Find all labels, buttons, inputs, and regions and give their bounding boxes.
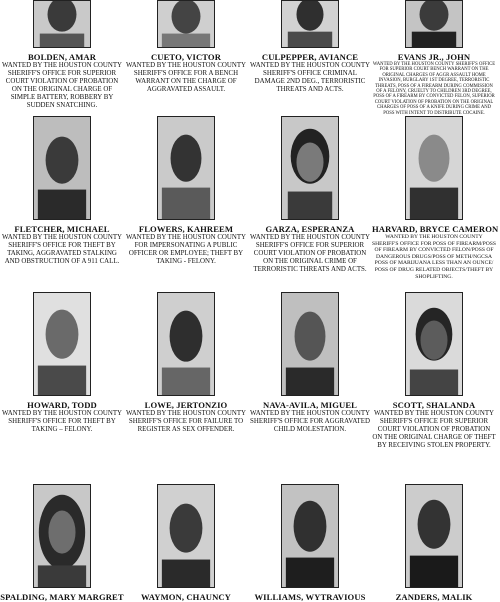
mugshot-photo [157, 116, 215, 220]
person-description: WANTED BY THE HOUSTON COUNTY SHERIFF'S OFFICE FOR FAILURE TO REGISTER AS SEX OFFENDER. [125, 410, 247, 434]
person-name: NAVA-AVILA, MIGUEL [263, 400, 357, 410]
person-description: WANTED BY THE HOUSTON COUNTY SHERIFF'S OFFICE FOR THEFT BY TAKING – FELONY. [1, 410, 123, 434]
mugshot-photo [405, 484, 463, 588]
person-name: HOWARD, TODD [27, 400, 97, 410]
mugshot-photo [281, 484, 339, 588]
person-description: WANTED BY THE HOUSTON COUNTY SHERIFF'S OFFICE FOR SUPERIOR COURT VIOLATION OF PROBATION ON THE ORIGINAL CHARGE OF THEFT BY RECEIVING STOLEN PROPERTY. [372, 410, 496, 450]
mugshot-photo [33, 0, 91, 48]
mugshot-photo [281, 292, 339, 396]
mugshot-photo [33, 292, 91, 396]
person-name: SPALDING, MARY MARGRET [0, 592, 124, 602]
person-name: FLOWERS, KAHREEM [138, 224, 234, 234]
mugshot-photo [33, 116, 91, 220]
person-description: WANTED BY THE HOUSTON COUNTY FOR IMPERSONATING A PUBLIC OFFICER OR EMPLOYEE; THEFT BY TAKING - FELONY. [125, 234, 247, 266]
person-name: LOWE, JERTONZIO [144, 400, 228, 410]
person-name: SCOTT, SHALANDA [392, 400, 476, 410]
person-name: WAYMON, CHAUNCY [141, 592, 231, 602]
person-description: WANTED BY THE HOUSTON COUNTY SHERIFF'S OFFICE CRIMINAL DAMAGE 2ND DEG., TERRORISTIC THREATS AND ACTS. [249, 62, 371, 94]
mugshot-photo [157, 484, 215, 588]
person-name: FLETCHER, MICHAEL [14, 224, 110, 234]
person-name: GARZA, ESPERANZA [265, 224, 355, 234]
person-description: WANTED BY THE HOUSTON COUNTY SHERIFF'S OFFICE FOR A BENCH WARRANT ON THE CHARGE OF AGGRAVATED ASSAULT. [125, 62, 247, 94]
person-name: HARVARD, BRYCE CAMERON [372, 224, 499, 234]
person-description: WANTED BY THE HOUSTON COUNTY SHERIFF'S OFFICE FOR AGGRAVATED CHILD MOLESTATION. [249, 410, 371, 434]
mugshot-photo [281, 116, 339, 220]
person-name: WILLIAMS, WYTRAVIOUS [254, 592, 366, 602]
person-name: ZANDERS, MALIK [395, 592, 473, 602]
person-name: EVANS JR., JOHN [397, 52, 471, 62]
person-description: WANTED BY THE HOUSTON COUNTY SHERIFF'S OFFICE FOR POSS OF FIREARM/POSS OF FIREARM BY CONVICTED FELON/POSS OF DANGEROUS DRUGS/POSS OF METH/NGCSA POSS OF MARIJUANA LESS THAN AN OUNCE/ POSS OF DRUG RELATED OBJECTS/THEFT BY SHOPLIFTING. [372, 234, 496, 280]
person-description: WANTED BY THE HOUSTON COUNTY SHERIFF'S OFFICE FOR SUPERIOR COURT VIOLATION OF PROBATION ON THE ORIGINAL CRIME OF TERRORISTIC THREATS AND ACTS. [249, 234, 371, 274]
person-name: BOLDEN, AMAR [27, 52, 97, 62]
mugshot-photo [405, 292, 463, 396]
person-description: WANTED BY THE HOUSTON COUNTY SHERIFF'S OFFICE FOR SUPERIOR COURT VIOLATION OF PROBATION ON THE ORIGINAL CHARGE OF SIMPLE BATTERY, ROBBERY BY SUDDEN SNATCHING. [1, 62, 123, 110]
mugshot-photo [157, 0, 215, 48]
mugshot-photo [405, 0, 463, 48]
person-name: CULPEPPER, AVIANCE [261, 52, 359, 62]
person-description: WANTED BY THE HOUSTON COUNTY SHERIFF'S OFFICE FOR SUPERIOR COURT BENCH WARRANT ON THE ORIGINAL CHARGES OF AGGR ASSAULT HOME INVASION, BURGLARY 1ST DEGREE, TERRORISTIC THREATS, POSS OF A FIREARM DURING COMMISSION OF A FELONY, CRUELTY TO CHILDREN 3RD DEGREE, POSS OF A FIREARM BY CONVICTED FELON, SUPERIOR COURT VIOLATION OF PROBATION ON THE ORIGINAL CHARGES OF POSS OF A KNIFE DURING CRIME AND POSS WITH INTENT TO DISTRIBUTE COCAINE. [372, 62, 496, 116]
person-name: CUETO, VICTOR [150, 52, 222, 62]
mugshot-photo [281, 0, 339, 48]
mugshot-photo [157, 292, 215, 396]
mugshot-photo [33, 484, 91, 588]
person-description: WANTED BY THE HOUSTON COUNTY SHERIFF'S OFFICE FOR THEFT BY TAKING, AGGRAVATED STALKING AND OBSTRUCTION OF A 911 CALL. [1, 234, 123, 266]
mugshot-photo [405, 116, 463, 220]
